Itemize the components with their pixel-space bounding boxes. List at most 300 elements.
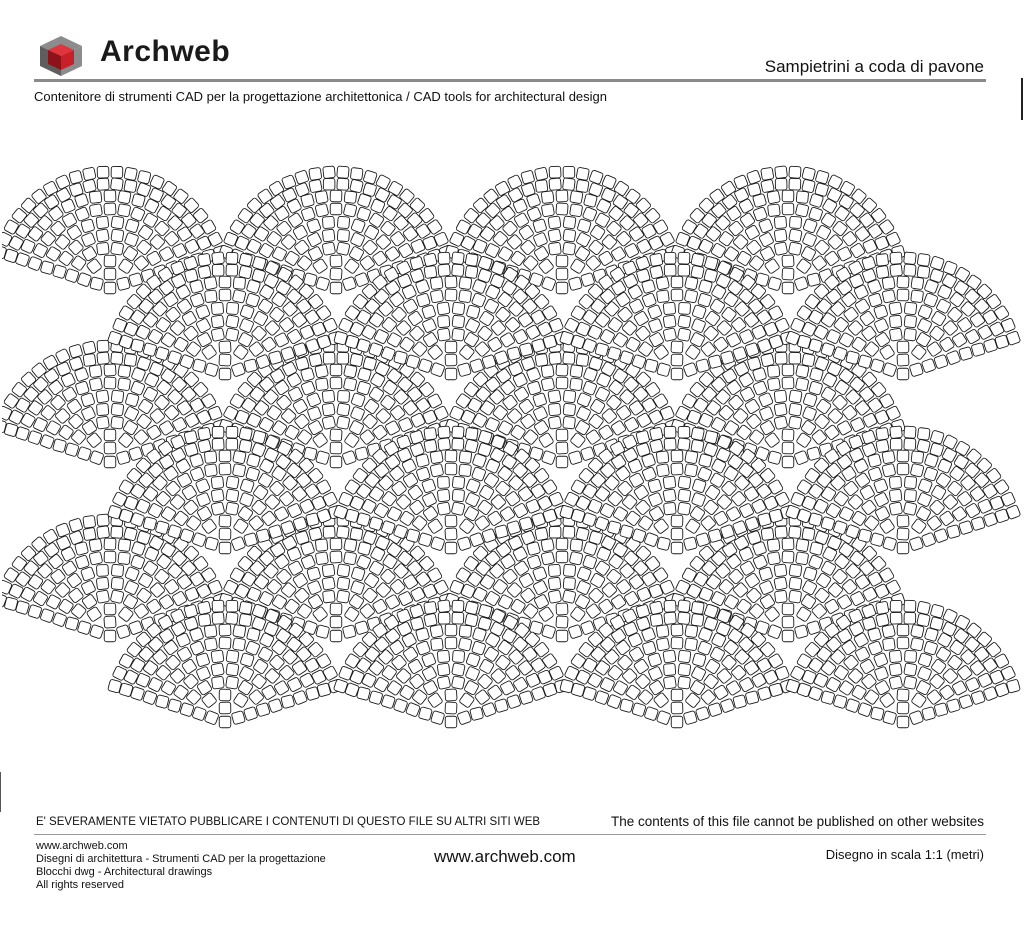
stone [445,689,457,701]
stone [918,652,933,667]
stone [663,302,676,315]
stone [342,276,357,291]
stone [170,320,186,336]
stone [746,170,761,185]
stone [445,289,457,301]
stone [125,393,139,407]
stone [219,354,231,366]
stone [301,554,316,569]
stone [695,706,710,721]
stone [306,392,321,407]
stone [323,352,335,364]
stone [225,502,238,515]
stone [548,564,560,576]
stone [445,716,457,728]
stone [124,353,137,366]
stone [671,463,683,475]
stone [671,341,683,353]
stone [685,638,698,651]
stone [322,416,336,430]
stone [219,624,231,636]
stone [471,467,486,482]
stone [774,564,787,577]
stone [889,302,902,315]
stone [437,476,449,488]
stone [649,427,663,441]
stone [796,191,809,204]
stone [452,476,465,489]
stone [52,264,66,278]
stone [231,711,245,725]
stone [198,253,211,266]
stone [601,408,617,424]
stone [648,653,662,667]
stone [83,527,96,540]
stone [663,502,676,515]
stone [704,430,718,444]
stone [768,451,782,465]
stone [323,526,335,538]
stone [649,439,663,453]
stone [83,353,96,366]
stone [882,289,896,303]
stone [309,353,323,367]
stone [664,426,676,438]
stone [452,315,465,328]
stone [445,624,457,636]
stone [89,378,103,392]
stone [570,365,583,378]
stone [437,328,450,341]
stone [465,492,480,507]
stone [794,625,808,639]
stone [239,265,253,279]
stone [96,577,109,590]
stone [846,351,860,365]
stone [607,521,621,535]
stone [264,668,280,684]
stone [556,255,568,267]
stone [204,464,217,477]
stone [904,438,916,450]
stone [205,362,219,376]
stone [794,450,809,465]
stone [560,505,574,519]
stone [350,527,363,540]
stone [308,527,322,541]
stone [934,703,948,717]
stone [322,242,336,256]
stone [111,166,123,178]
stone [354,272,369,287]
stone [330,364,342,376]
stone [204,710,219,725]
stone [782,630,794,642]
stone [556,456,568,468]
stone [782,456,794,468]
stone [198,439,212,453]
stone [471,641,486,656]
stone [137,170,151,184]
stone [678,426,690,438]
stone [245,640,260,655]
stone [958,694,973,709]
stone [337,229,349,241]
stone [904,302,917,315]
stone [204,625,217,638]
stone [533,406,548,421]
stone [870,707,884,721]
stone [697,466,712,481]
stone [942,320,958,336]
stone [782,429,794,441]
stone [452,252,465,265]
stone [323,178,335,190]
stone [337,352,349,364]
stone [534,167,548,181]
stone [252,269,266,283]
stone [848,494,864,510]
stone [295,357,309,371]
stone [671,289,683,301]
peacock-tail-paving-drawing [0,150,1024,750]
stone [904,612,916,624]
stone [789,229,803,243]
stone [858,529,872,543]
stone [478,604,492,618]
stone [704,256,718,270]
stone [930,617,944,631]
stone [394,351,408,365]
stone [424,427,437,440]
stone [452,426,464,438]
stone [123,527,137,541]
stone [904,663,917,676]
stone [745,691,759,705]
stone [55,174,70,189]
stone [678,663,691,676]
stone [650,613,663,626]
stone [226,438,238,450]
stone [576,527,590,541]
stone [917,427,930,440]
stone [196,666,211,681]
stone [541,204,554,217]
stone [671,368,683,380]
stone [104,456,116,468]
stone [946,698,960,712]
stone [563,577,575,589]
stone [301,207,316,222]
stone [890,612,902,624]
stone [124,232,139,247]
stone [452,612,464,624]
stone [418,532,432,546]
stone [416,293,430,307]
stone [219,463,231,475]
stone [307,567,321,581]
stone [195,304,210,319]
stone [903,676,917,690]
stone [149,582,165,598]
stone [330,268,342,280]
stone [452,650,464,662]
stone [424,439,437,452]
stone [315,552,328,565]
stone [309,167,322,180]
stone [111,216,124,229]
stone [330,442,342,454]
stone [753,554,768,569]
stone [226,650,239,663]
stone [315,203,329,217]
stone [827,174,842,189]
stone [96,242,109,255]
stone [874,492,889,507]
footer-website: www.archweb.com [434,847,576,866]
stone [678,302,690,314]
stone [430,450,443,463]
stone [541,450,556,465]
stone [911,451,924,464]
stone [184,430,198,444]
stone [116,624,130,638]
stone [943,261,958,276]
stone [650,265,664,279]
stone [104,551,116,563]
stone [917,492,932,507]
stone [648,318,663,333]
stone [683,711,697,725]
stone [882,536,896,550]
stone [519,516,533,530]
stone [549,352,562,365]
stone [306,218,321,233]
stone [656,625,669,638]
stone [97,514,109,526]
stone [924,641,938,655]
stone [155,520,169,534]
stone [562,590,576,604]
stone [782,551,794,563]
stone [490,320,506,336]
stone [69,170,83,184]
stone [212,264,224,276]
stone [576,580,591,595]
stone [782,203,794,215]
stone [89,365,102,378]
stone [111,352,124,365]
stone [570,539,583,552]
stone [104,282,116,294]
stone [350,167,363,180]
stone [438,612,450,624]
stone [782,255,794,267]
stone [759,567,773,581]
stone [911,277,924,290]
stone [69,518,83,532]
stone [577,219,591,233]
stone [576,354,589,367]
stone [656,710,671,725]
stone [77,446,92,461]
stone [767,539,780,552]
stone [808,207,823,222]
stone [342,625,356,639]
stone [904,252,917,265]
stone [897,515,909,527]
stone [768,276,782,290]
stone [782,538,794,550]
stone [246,467,260,481]
stone [344,538,357,551]
stone [589,170,604,185]
stone [580,446,595,461]
stone [219,637,231,649]
stone [437,302,450,315]
stone [104,429,116,441]
stone [568,277,582,291]
stone [431,638,444,651]
stone [357,381,371,395]
stone [904,328,917,341]
stone [445,276,457,288]
stone [89,204,102,217]
footer-line: Blocchi dwg - Architectural drawings [36,866,213,878]
stone [848,320,864,336]
stone [457,536,471,550]
stone [315,276,329,290]
stone [111,229,124,242]
stone [815,183,829,197]
stone [647,304,662,319]
stone [212,612,224,624]
stone [789,526,802,539]
stone [656,464,669,477]
stone [430,624,444,638]
stone [671,716,683,728]
stone [350,406,365,421]
stone [889,676,903,690]
stone [471,293,486,308]
stone [219,368,231,380]
stone [354,620,368,634]
stone [649,601,663,615]
stone [648,492,663,507]
stone [789,352,801,364]
stone [40,608,55,623]
stone [904,489,916,501]
stone [231,536,246,551]
stone [111,526,123,538]
stone [761,179,775,193]
stone [656,290,669,303]
stone [104,442,116,454]
stone [75,381,89,395]
stone [452,438,464,450]
stone [527,555,542,570]
stone [541,276,556,291]
stone [205,290,218,303]
stone [323,166,336,179]
stone [40,261,54,275]
stone [118,378,131,391]
stone [130,381,145,396]
stone [322,390,335,403]
stone [691,253,705,267]
stone [648,666,663,681]
stone [118,190,131,203]
stone [768,204,781,217]
stone [459,625,472,638]
stone [858,702,873,717]
stone [350,580,365,595]
stone [889,476,901,488]
stone [316,625,330,639]
stone [422,305,436,319]
stone [336,526,349,539]
stone [802,527,815,540]
stone [457,710,472,725]
stone [946,350,961,365]
stone [548,416,561,429]
stone [648,479,662,493]
stone [451,502,465,516]
stone [150,174,165,189]
brand-name: Archweb [100,35,231,68]
stone [197,601,211,615]
stone [704,269,718,283]
footer-line: www.archweb.com [36,840,128,852]
stone [466,652,481,667]
stone [330,456,342,468]
stone [421,478,436,493]
stone [350,232,365,247]
stone [212,426,224,438]
stone [644,532,659,547]
stone [656,638,670,652]
stone [909,710,924,725]
stone [437,502,450,515]
stone [802,179,816,193]
stone [469,358,484,373]
stone [130,206,145,221]
stone [909,362,923,376]
stone [190,640,205,655]
stone [211,663,225,677]
stone [124,406,139,421]
stone [226,663,239,676]
stone [753,207,768,222]
stone [876,253,889,266]
stone [890,438,902,450]
stone [128,446,143,461]
stone [917,666,932,681]
stone [104,630,116,642]
stone [244,359,258,373]
stone [642,293,657,308]
stone [244,533,258,547]
stone [330,551,342,563]
stone [789,564,802,577]
stone [868,641,883,656]
stone [556,429,568,441]
stone [295,170,310,185]
stone [678,489,691,502]
stone [77,620,91,634]
stone [226,600,238,612]
stone [897,716,909,728]
